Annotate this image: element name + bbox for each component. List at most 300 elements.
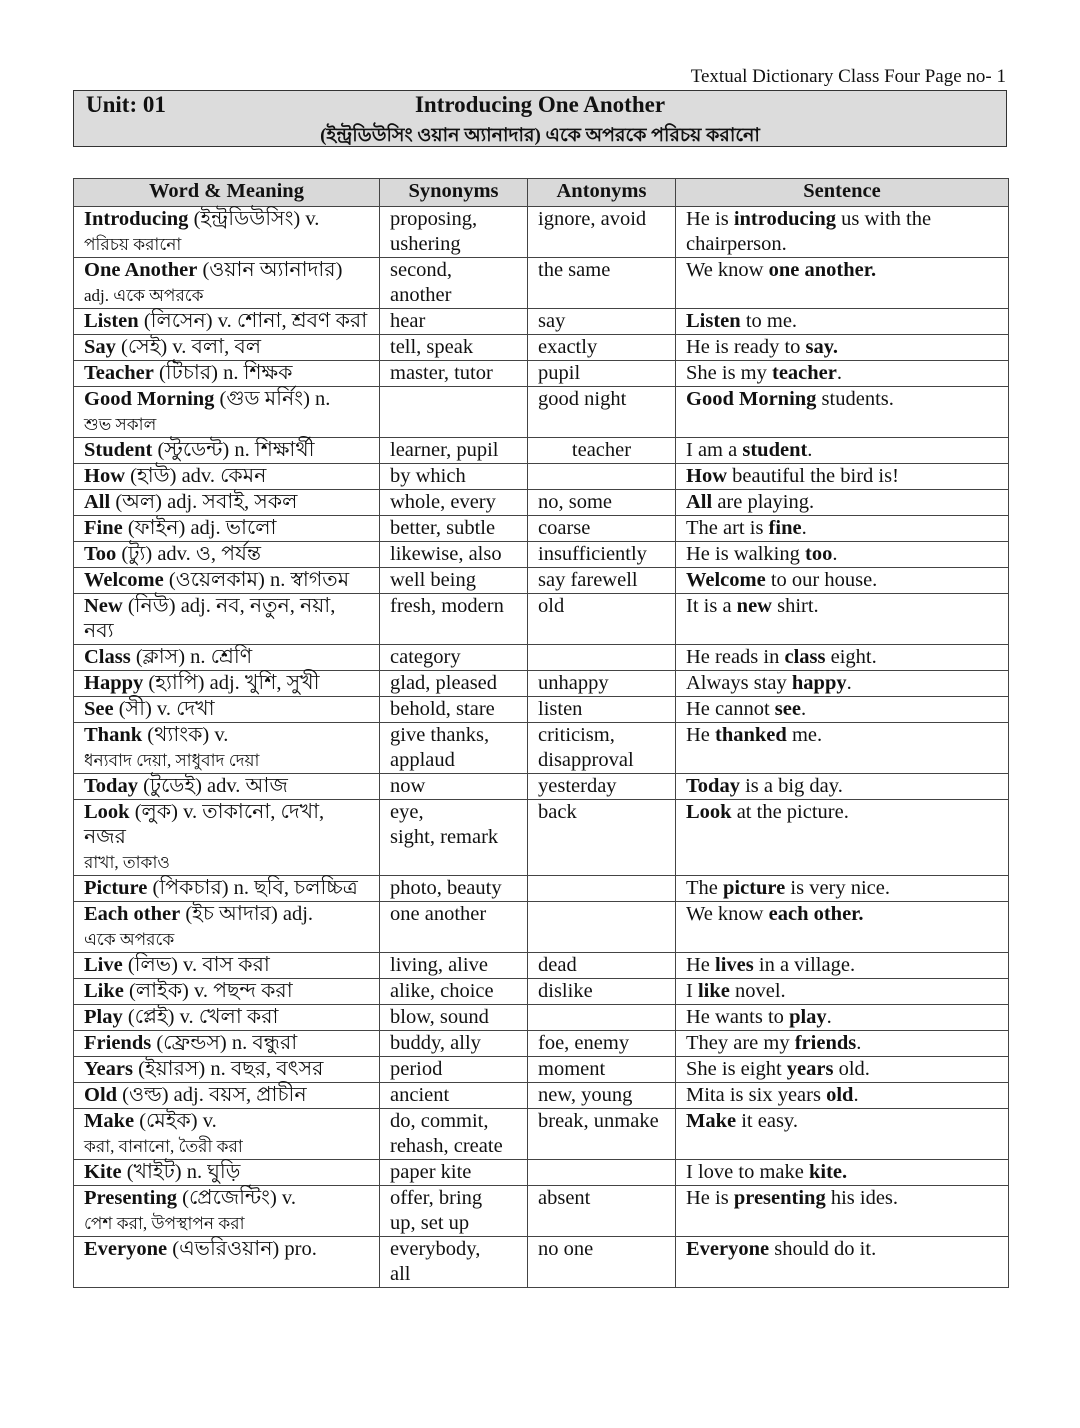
sentence-cell (676, 1109, 1009, 1160)
sentence-text: Always stay (686, 672, 792, 694)
sentence-text: He (686, 724, 716, 746)
entry-word: Presenting (84, 1187, 178, 1209)
sentence-keyword: picture (723, 877, 786, 899)
synonyms-cell (380, 723, 528, 774)
antonyms-cell (528, 464, 676, 490)
synonym-text: do, commit, (390, 1110, 489, 1132)
entry-word: Everyone (84, 1238, 168, 1260)
entry-pronunciation: (লিসেন) v. শোনা, শ্রবণ করা (143, 310, 368, 332)
antonyms-cell (528, 258, 676, 309)
sentence-cell (676, 697, 1009, 723)
entry-word: Class (84, 646, 131, 668)
table-row (74, 387, 1009, 438)
sentence-cell (676, 1083, 1009, 1109)
synonym-text: second, (390, 259, 453, 281)
antonyms-cell (528, 490, 676, 516)
entry-meaning: করা, বানানো, তৈরী করা (84, 1137, 243, 1156)
word-meaning-cell (74, 1057, 380, 1083)
word-meaning-cell (74, 697, 380, 723)
word-meaning-cell (74, 516, 380, 542)
sentence-keyword: Listen (686, 310, 741, 332)
sentence-keyword: friends (794, 1032, 857, 1054)
entry-meaning: রাখা, তাকাও (84, 853, 170, 872)
sentence-keyword: class (784, 646, 826, 668)
entry-pronunciation: (পিকচার) n. ছবি, চলচ্চিত্র (152, 877, 358, 899)
synonyms-cell (380, 568, 528, 594)
sentence-text: novel. (729, 980, 786, 1002)
synonym-text: hear (390, 310, 426, 332)
entry-meaning: adj. একে অপরকে (84, 286, 204, 305)
antonyms-cell (528, 800, 676, 876)
sentence-text: to our house. (765, 569, 878, 591)
entry-word: Years (84, 1058, 133, 1080)
antonyms-cell (528, 1083, 676, 1109)
antonym-text: foe, enemy (538, 1032, 630, 1054)
synonym-text: buddy, ally (390, 1032, 481, 1054)
sentence-text: is a big day. (739, 775, 843, 797)
entry-meaning: পেশ করা, উপস্থাপন করা (84, 1214, 245, 1233)
word-meaning-cell (74, 774, 380, 800)
table-row (74, 594, 1009, 645)
sentence-cell (676, 309, 1009, 335)
antonym-text: insufficiently (538, 543, 647, 565)
sentence-text: to me. (740, 310, 798, 332)
entry-pronunciation: (ইচ আদার) adj. (185, 903, 314, 925)
sentence-text: are playing. (712, 491, 815, 513)
entry-pronunciation: (নিউ) adj. নব, নতুন, নয়া, নব্য (84, 595, 336, 642)
table-row (74, 645, 1009, 671)
synonyms-cell (380, 438, 528, 464)
sentence-cell (676, 258, 1009, 309)
entry-pronunciation: (সেই) v. বলা, বল (121, 336, 262, 358)
entry-word: All (84, 491, 111, 513)
table-row (74, 671, 1009, 697)
table-row (74, 1160, 1009, 1186)
antonyms-cell (528, 953, 676, 979)
word-meaning-cell (74, 1005, 380, 1031)
word-meaning-cell (74, 438, 380, 464)
sentence-cell (676, 516, 1009, 542)
sentence-text: They are my (686, 1032, 795, 1054)
table-row (74, 335, 1009, 361)
entry-word: Play (84, 1006, 123, 1028)
sentence-text: We know (686, 259, 769, 281)
synonym-text: one another (390, 903, 487, 925)
synonym-text: another (390, 284, 452, 306)
sentence-text: He cannot (686, 698, 775, 720)
antonym-text: coarse (538, 517, 591, 539)
entry-pronunciation: (প্লেই) v. খেলা করা (127, 1006, 279, 1028)
sentence-cell (676, 953, 1009, 979)
word-meaning-cell (74, 361, 380, 387)
entry-pronunciation: (খাইট) n. ঘুড়ি (126, 1161, 241, 1183)
table-row (74, 1109, 1009, 1160)
word-meaning-cell (74, 387, 380, 438)
sentence-keyword: Make (686, 1110, 737, 1132)
sentence-keyword: lives (715, 954, 754, 976)
unit-subtitle: (ইন্ট্রডিউসিং ওয়ান অ্যানাদার) একে অপরকে পরিচয় করানো (320, 125, 760, 146)
sentence-keyword: too (805, 543, 833, 565)
sentence-cell (676, 438, 1009, 464)
sentence-keyword: Good Morning (686, 388, 817, 410)
sentence-text: . (846, 672, 852, 694)
antonym-text: pupil (538, 362, 581, 384)
antonym-text: back (538, 801, 577, 823)
entry-word: Each other (84, 903, 181, 925)
sentence-keyword: All (686, 491, 713, 513)
entry-pronunciation: (মেইক) v. (139, 1110, 217, 1132)
sentence-keyword: each other. (768, 903, 864, 925)
antonyms-cell (528, 387, 676, 438)
sentence-cell (676, 800, 1009, 876)
entry-pronunciation: (হ্যাপি) adj. খুশি, সুখী (148, 672, 320, 694)
entry-meaning: একে অপরকে (84, 930, 175, 949)
synonyms-cell (380, 516, 528, 542)
sentence-cell (676, 723, 1009, 774)
word-meaning-cell (74, 723, 380, 774)
entry-pronunciation: (ওল্ড) adj. বয়স, প্রাচীন (122, 1084, 307, 1106)
sentence-cell (676, 1237, 1009, 1288)
synonym-text: alike, choice (390, 980, 494, 1002)
table-row (74, 464, 1009, 490)
entry-word: Teacher (84, 362, 154, 384)
entry-pronunciation: (ট্যু) adv. ও, পর্যন্ত (121, 543, 262, 565)
sentence-keyword: one another. (768, 259, 877, 281)
entry-word: Introducing (84, 208, 189, 230)
entry-pronunciation: (লিভ) v. বাস করা (127, 954, 270, 976)
table-row (74, 800, 1009, 876)
antonyms-cell (528, 979, 676, 1005)
sentence-text: He (686, 954, 716, 976)
antonym-text: dislike (538, 980, 593, 1002)
entry-pronunciation: (লাইক) v. পছন্দ করা (129, 980, 293, 1002)
entry-pronunciation: (ওয়েলকাম) n. স্বাগতম (168, 569, 350, 591)
sentence-cell (676, 979, 1009, 1005)
synonym-text: tell, speak (390, 336, 474, 358)
synonyms-cell (380, 1186, 528, 1237)
entry-word: Fine (84, 517, 123, 539)
table-row (74, 774, 1009, 800)
table-row (74, 1057, 1009, 1083)
sentence-cell (676, 1031, 1009, 1057)
entry-pronunciation: (প্রেজেন্টিং) v. (182, 1187, 296, 1209)
antonyms-cell (528, 335, 676, 361)
sentence-keyword: years (786, 1058, 834, 1080)
synonym-text: all (390, 1263, 411, 1285)
sentence-text: She is eight (686, 1058, 787, 1080)
sentence-text: . (853, 1084, 859, 1106)
sentence-text: He reads in (686, 646, 785, 668)
synonyms-cell (380, 542, 528, 568)
antonym-text: exactly (538, 336, 598, 358)
synonym-text: ushering (390, 233, 461, 255)
sentence-cell (676, 1186, 1009, 1237)
sentence-cell (676, 1057, 1009, 1083)
entry-word: How (84, 465, 125, 487)
synonyms-cell (380, 464, 528, 490)
page-reference: Textual Dictionary Class Four Page no- 1 (690, 66, 1006, 87)
synonym-text: paper kite (390, 1161, 472, 1183)
table-row (74, 516, 1009, 542)
synonym-text: proposing, (390, 208, 478, 230)
header-word-meaning: Word & Meaning (74, 179, 380, 207)
synonym-text: applaud (390, 749, 455, 771)
entry-word: Too (84, 543, 117, 565)
antonyms-cell (528, 902, 676, 953)
synonym-text: fresh, modern (390, 595, 504, 617)
entry-word: Picture (84, 877, 148, 899)
entry-pronunciation: (থ্যাংক) v. (147, 724, 229, 746)
synonym-text: period (390, 1058, 443, 1080)
word-meaning-cell (74, 953, 380, 979)
synonyms-cell (380, 953, 528, 979)
table-row (74, 723, 1009, 774)
antonyms-cell (528, 645, 676, 671)
entry-meaning: শুভ সকাল (84, 415, 157, 434)
sentence-cell (676, 361, 1009, 387)
sentence-cell (676, 464, 1009, 490)
entry-word: Today (84, 775, 138, 797)
word-meaning-cell (74, 1237, 380, 1288)
sentence-keyword: thanked (715, 724, 787, 746)
entry-pronunciation: (গুড মর্নিং) n. (219, 388, 331, 410)
antonyms-cell (528, 697, 676, 723)
entry-word: New (84, 595, 123, 617)
synonyms-cell (380, 335, 528, 361)
sentence-keyword: old (826, 1084, 854, 1106)
sentence-text: It is a (686, 595, 737, 617)
antonyms-cell (528, 1005, 676, 1031)
synonyms-cell (380, 1237, 528, 1288)
entry-word: Thank (84, 724, 143, 746)
entry-pronunciation: (অল) adj. সবাই, সকল (115, 491, 298, 513)
entry-meaning: পরিচয় করানো (84, 235, 182, 254)
synonyms-cell (380, 645, 528, 671)
antonyms-cell (528, 361, 676, 387)
table-row (74, 490, 1009, 516)
antonyms-cell (528, 594, 676, 645)
sentence-keyword: play (789, 1006, 827, 1028)
table-header-row (74, 179, 1009, 207)
synonym-text: ancient (390, 1084, 450, 1106)
table-row (74, 1083, 1009, 1109)
sentence-text: I (686, 980, 698, 1002)
word-meaning-cell (74, 490, 380, 516)
entry-word: Happy (84, 672, 144, 694)
synonym-text: eye, (390, 801, 424, 823)
synonyms-cell (380, 774, 528, 800)
entry-pronunciation: (ফাইন) adj. ভালো (127, 517, 277, 539)
sentence-text: is very nice. (785, 877, 891, 899)
entry-meaning: ধন্যবাদ দেয়া, সাধুবাদ দেয়া (84, 751, 260, 770)
sentence-text: eight. (825, 646, 877, 668)
synonym-text: blow, sound (390, 1006, 489, 1028)
synonyms-cell (380, 1109, 528, 1160)
antonyms-cell (528, 671, 676, 697)
sentence-text: He wants to (686, 1006, 790, 1028)
sentence-keyword: kite. (808, 1161, 848, 1183)
synonym-text: likewise, also (390, 543, 502, 565)
table-row (74, 1005, 1009, 1031)
entry-word: Live (84, 954, 123, 976)
antonym-text: new, young (538, 1084, 633, 1106)
sentence-cell (676, 1005, 1009, 1031)
sentence-keyword: like (697, 980, 730, 1002)
synonym-text: better, subtle (390, 517, 496, 539)
antonyms-cell (528, 723, 676, 774)
synonym-text: up, set up (390, 1212, 470, 1234)
entry-word: See (84, 698, 114, 720)
sentence-keyword: student (742, 439, 808, 461)
sentence-text: . (801, 517, 807, 539)
synonyms-cell (380, 800, 528, 876)
sentence-cell (676, 490, 1009, 516)
entry-pronunciation: (ইন্ট্রডিউসিং) v. (193, 208, 320, 230)
unit-title: Introducing One Another (414, 92, 666, 117)
synonyms-cell (380, 1057, 528, 1083)
antonym-text: old (538, 595, 565, 617)
sentence-text: me. (786, 724, 823, 746)
sentence-text: . (807, 439, 813, 461)
sentence-keyword: say. (805, 336, 839, 358)
antonyms-cell (528, 516, 676, 542)
word-meaning-cell (74, 568, 380, 594)
table-body (74, 207, 1009, 1288)
antonyms-cell (528, 876, 676, 902)
table-row (74, 697, 1009, 723)
synonym-text: give thanks, (390, 724, 490, 746)
table-row (74, 568, 1009, 594)
antonym-text: criticism, disapproval (538, 724, 634, 771)
synonyms-cell (380, 1160, 528, 1186)
synonym-text: whole, every (390, 491, 496, 513)
antonyms-cell (528, 438, 676, 464)
entry-pronunciation: (টুডেই) adv. আজ (143, 775, 288, 797)
antonym-text: say (538, 310, 566, 332)
antonyms-cell (528, 309, 676, 335)
word-meaning-cell (74, 1083, 380, 1109)
sentence-keyword: teacher (772, 362, 837, 384)
entry-word: Student (84, 439, 153, 461)
table-row (74, 258, 1009, 309)
entry-word: Good Morning (84, 388, 215, 410)
word-meaning-cell (74, 671, 380, 697)
antonym-text: ignore, avoid (538, 208, 647, 230)
sentence-text: at the picture. (731, 801, 849, 823)
table-row (74, 207, 1009, 258)
antonyms-cell (528, 1109, 676, 1160)
synonyms-cell (380, 309, 528, 335)
table-row (74, 953, 1009, 979)
antonyms-cell (528, 1160, 676, 1186)
unit-header-box (73, 90, 1007, 147)
synonym-text: well being (390, 569, 476, 591)
entry-word: Look (84, 801, 130, 823)
sentence-cell (676, 335, 1009, 361)
synonyms-cell (380, 258, 528, 309)
sentence-text: . (856, 1032, 862, 1054)
sentence-cell (676, 542, 1009, 568)
header-sentence: Sentence (676, 179, 1009, 207)
sentence-text: We know (686, 903, 769, 925)
word-meaning-cell (74, 207, 380, 258)
word-meaning-cell (74, 902, 380, 953)
antonyms-cell (528, 1057, 676, 1083)
sentence-cell (676, 1160, 1009, 1186)
sentence-text: He is (686, 208, 734, 230)
synonyms-cell (380, 979, 528, 1005)
sentence-keyword: happy (791, 672, 847, 694)
sentence-text: in a village. (753, 954, 856, 976)
word-meaning-cell (74, 1160, 380, 1186)
antonym-text: dead (538, 954, 577, 976)
word-meaning-cell (74, 1031, 380, 1057)
synonyms-cell (380, 876, 528, 902)
synonym-text: photo, beauty (390, 877, 502, 899)
antonym-text: break, unmake (538, 1110, 659, 1132)
entry-pronunciation: (ফ্রেন্ডস) n. বন্ধুরা (156, 1032, 298, 1054)
sentence-text: I love to make (686, 1161, 809, 1183)
sentence-keyword: presenting (733, 1187, 826, 1209)
word-meaning-cell (74, 335, 380, 361)
antonyms-cell (528, 1237, 676, 1288)
sentence-keyword: Today (686, 775, 740, 797)
table-row (74, 438, 1009, 464)
header-synonyms: Synonyms (380, 179, 528, 207)
antonym-text: moment (538, 1058, 606, 1080)
sentence-keyword: Welcome (686, 569, 766, 591)
sentence-text: The art is (686, 517, 769, 539)
sentence-text: it easy. (736, 1110, 798, 1132)
entry-pronunciation: (লুক) v. তাকানো, দেখা, নজর (84, 801, 325, 848)
entry-word: Friends (84, 1032, 152, 1054)
sentence-cell (676, 774, 1009, 800)
unit-label: Unit: 01 (86, 92, 166, 117)
sentence-text: Mita is six years (686, 1084, 827, 1106)
entry-word: Say (84, 336, 116, 358)
antonym-text: listen (538, 698, 583, 720)
table-row (74, 1186, 1009, 1237)
synonyms-cell (380, 387, 528, 438)
sentence-keyword: Everyone (686, 1238, 770, 1260)
entry-pronunciation: (টিচার) n. শিক্ষক (158, 362, 293, 384)
sentence-cell (676, 645, 1009, 671)
synonyms-cell (380, 361, 528, 387)
synonym-text: sight, remark (390, 826, 499, 848)
entry-pronunciation: (এভরিওয়ান) pro. (172, 1238, 317, 1260)
sentence-text: He is ready to (686, 336, 806, 358)
table-row (74, 902, 1009, 953)
word-meaning-cell (74, 542, 380, 568)
sentence-text: beautiful the bird is! (727, 465, 899, 487)
synonym-text: category (390, 646, 461, 668)
sentence-text: . (826, 1006, 832, 1028)
antonyms-cell (528, 1031, 676, 1057)
entry-word: Welcome (84, 569, 164, 591)
word-meaning-cell (74, 258, 380, 309)
synonyms-cell (380, 902, 528, 953)
word-meaning-cell (74, 800, 380, 876)
sentence-keyword: introducing (733, 208, 836, 230)
header-antonyms: Antonyms (528, 179, 676, 207)
sentence-text: us with the chairperson. (686, 208, 932, 255)
sentence-text: He is walking (686, 543, 805, 565)
synonym-text: behold, stare (390, 698, 495, 720)
antonyms-cell (528, 774, 676, 800)
synonyms-cell (380, 1005, 528, 1031)
entry-pronunciation: (ইয়ারস) n. বছর, বৎসর (138, 1058, 324, 1080)
entry-word: One Another (84, 259, 198, 281)
